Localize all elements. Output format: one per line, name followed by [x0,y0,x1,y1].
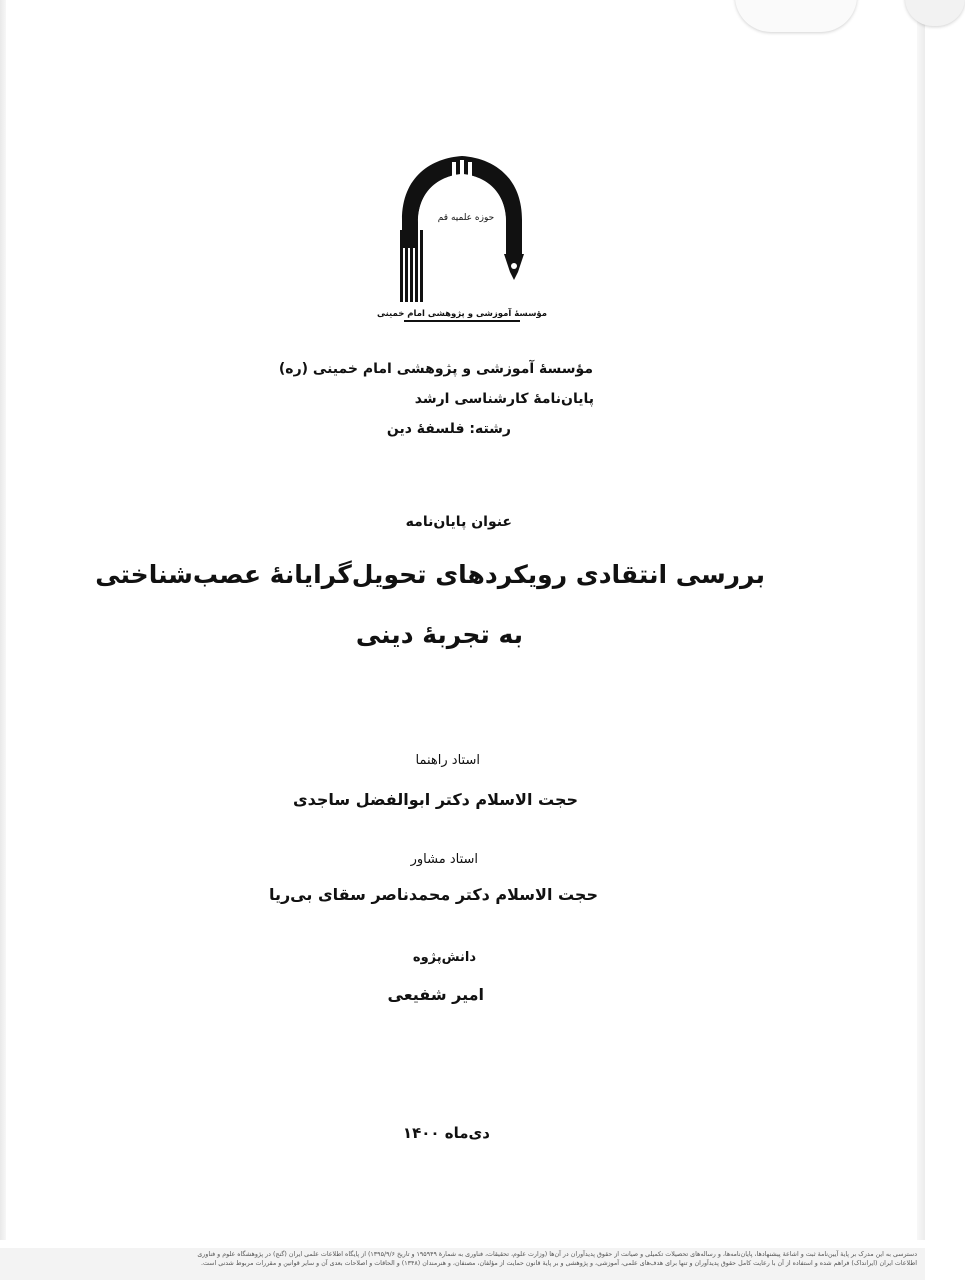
institute-logo-graphic [376,148,548,328]
student-name: امیر شفیعی [387,985,484,1004]
advisor-name: حجت الاسلام دکتر ابوالفضل ساجدی [292,790,578,809]
institute-logo [376,148,548,328]
viewer-right-edge [917,0,925,1240]
viewer-left-edge [0,0,6,1240]
thesis-title-label: عنوان پایان‌نامه [405,514,512,530]
field-label: رشته: فلسفهٔ دین [386,421,511,437]
degree-label: پایان‌نامهٔ کارشناسی ارشد [414,391,594,407]
svg-text:حوزه علمیه قم: حوزه علمیه قم [437,213,495,223]
consultant-label: استاد مشاور [410,852,478,867]
viewer-corner-tab[interactable] [905,0,965,26]
advisor-label: استاد راهنما [415,753,480,768]
copyright-line-2: اطلاعات ایران (ایرانداک) فراهم شده و استفاده از آن با رعایت کامل حقوق پدیدآوران و تنها برای هدف‌های علمی، آموزشی، و پژوهشی و بر پایهٔ قانون حمایت از مؤلفان، مصنفان، و هنرمندان (۱۳۴۸) و الحاقات و اصلاحات بعدی آن و سایر قوانین و مقررات مربوط شدنی است. [201,1260,917,1267]
thesis-title-line-2: به تجربهٔ دینی [355,620,523,649]
student-label: دانش‌پژوه [412,950,476,965]
floating-action-button[interactable] [735,0,857,32]
thesis-title-line-1: بررسی انتقادی رویکردهای تحویل‌گرایانهٔ عصب‌شناختی [95,560,765,589]
copyright-notice [0,1248,925,1280]
copyright-line-1: دسترسی به این مدرک بر پایهٔ آیین‌نامهٔ ثبت و اشاعهٔ پیشنهادها، پایان‌نامه‌ها، و رساله‌های تحصیلات تکمیلی و صیانت از حقوق پدیدآوران در آن‌ها (وزارت علوم، تحقیقات، فناوری به شمارهٔ ۱۹۵۹۴۹ و تاریخ ۱۳۹۵/۹/۶) از پایگاه اطلاعات علمی ایران (گنج) در پژوهشگاه علوم و فناوری [197,1251,917,1258]
consultant-name: حجت الاسلام دکتر محمدناصر سقای بی‌ریا [268,885,598,904]
institution-name: مؤسسهٔ آموزشی و پژوهشی امام خمینی (ره) [278,361,593,377]
svg-text:مؤسسهٔ آموزشی و پژوهشی امام خم: مؤسسهٔ آموزشی و پژوهشی امام خمینی [376,309,548,319]
submission-date: دی‌ماه ۱۴۰۰ [402,1124,490,1142]
